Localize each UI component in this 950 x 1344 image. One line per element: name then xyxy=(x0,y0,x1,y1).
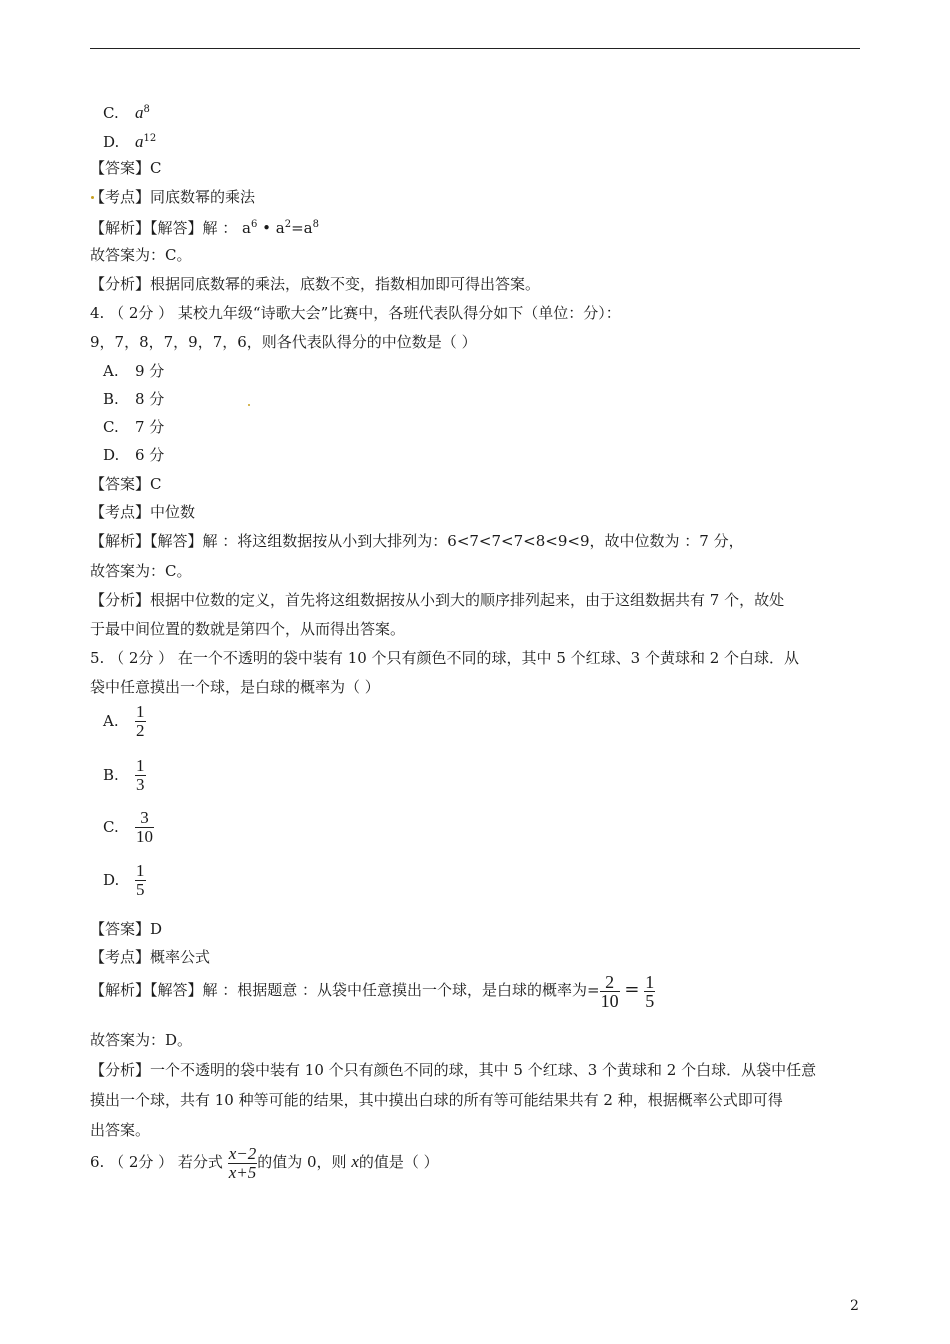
q4-stem-line2: 9，7，8，7，9，7，6，则各代表队得分的中位数是（ ） xyxy=(90,333,477,351)
q4-fenxi-line2: 于最中间位置的数就是第四个，从而得出答案。 xyxy=(90,620,406,638)
q3-conclusion: 故答案为：C。 xyxy=(90,246,192,264)
header-rule xyxy=(90,48,860,49)
q3-answer: 【答案】C xyxy=(90,159,162,177)
q5-answer: 【答案】D xyxy=(90,920,163,938)
q4-option-b: B. 8 分 xyxy=(103,390,165,408)
q5-analysis: 【解析】【解答】解 ：根据题意 ：从袋中任意摸出一个球，是白球的概率为= $\frac{2}{10}$ = $\frac{1}{5}$ xyxy=(90,971,655,1011)
q5-fenxi-line2: 摸出一个球，共有 10 种等可能的结果，其中摸出白球的所有等可能结果共有 2 种，根据概率公式即可得 xyxy=(90,1091,783,1109)
fraction: $\frac{2}{10}$ xyxy=(600,971,619,1011)
q4-answer: 【答案】C xyxy=(90,475,162,493)
q4-fenxi-line1: 【分析】根据中位数的定义，首先将这组数据按从小到大的顺序排列起来，由于这组数据共有 7 个，故处 xyxy=(90,591,785,609)
fraction: $\frac{1}{5}$ xyxy=(136,861,145,899)
q5-conclusion: 故答案为：D。 xyxy=(90,1031,193,1049)
fraction: $\frac{1}{3}$ xyxy=(136,756,145,794)
q3-option-d: D. $a^{12}$ xyxy=(103,132,157,151)
q4-option-d: D. 6 分 xyxy=(103,446,165,464)
q5-stem-line1: 5. （ 2分 ） 在一个不透明的袋中装有 10 个只有颜色不同的球，其中 5 个红球、3 个黄球和 2 个白球．从 xyxy=(90,649,800,667)
fraction: $\frac{1}{2}$ xyxy=(136,702,145,740)
q4-option-a: A. 9 分 xyxy=(103,362,165,380)
q4-conclusion: 故答案为：C。 xyxy=(90,562,192,580)
q5-option-c: C. $\frac{3}{10}$ xyxy=(103,808,153,846)
fraction: $\frac{x-2}{x+5}$ xyxy=(228,1143,257,1182)
q5-option-d: D. $\frac{1}{5}$ xyxy=(103,861,145,899)
marker-dot xyxy=(248,404,250,406)
page-number: 2 xyxy=(850,1298,859,1314)
q5-point: 【考点】概率公式 xyxy=(90,948,211,966)
q3-option-c: C. $a^8$ xyxy=(103,103,150,122)
q3-analysis: 【解析】【解答】解 ： $a^6$ • $a^2=a^8$ xyxy=(90,219,319,237)
q5-fenxi-line3: 出答案。 xyxy=(90,1121,151,1139)
q4-stem-line1: 4. （ 2分 ） 某校九年级“诗歌大会”比赛中，各班代表队得分如下（单位：分）： xyxy=(90,304,621,322)
fraction: $\frac{3}{10}$ xyxy=(136,808,153,846)
q4-point: 【考点】中位数 xyxy=(90,503,196,521)
q6-stem: 6. （ 2分 ） 若分式 $\frac{x-2}{x+5}$ 的值为 0，则 x的值是（ ） xyxy=(90,1143,439,1182)
q4-analysis: 【解析】【解答】解 ：将这组数据按从小到大排列为：6<7<7<7<8<9<9，故中位数为 ：7 分， xyxy=(90,532,744,550)
q3-point: 【考点】同底数幂的乘法 xyxy=(90,188,256,206)
q5-option-b: B. $\frac{1}{3}$ xyxy=(103,756,145,794)
q4-option-c: C. 7 分 xyxy=(103,418,165,436)
q5-option-a: A. $\frac{1}{2}$ xyxy=(103,702,145,740)
q5-fenxi-line1: 【分析】一个不透明的袋中装有 10 个只有颜色不同的球，其中 5 个红球、3 个黄球和 2 个白球．从袋中任意 xyxy=(90,1061,817,1079)
q3-fenxi: 【分析】根据同底数幂的乘法，底数不变，指数相加即可得出答案。 xyxy=(90,275,541,293)
q5-stem-line2: 袋中任意摸出一个球，是白球的概率为（ ） xyxy=(90,678,380,696)
fraction: $\frac{1}{5}$ xyxy=(645,971,655,1011)
